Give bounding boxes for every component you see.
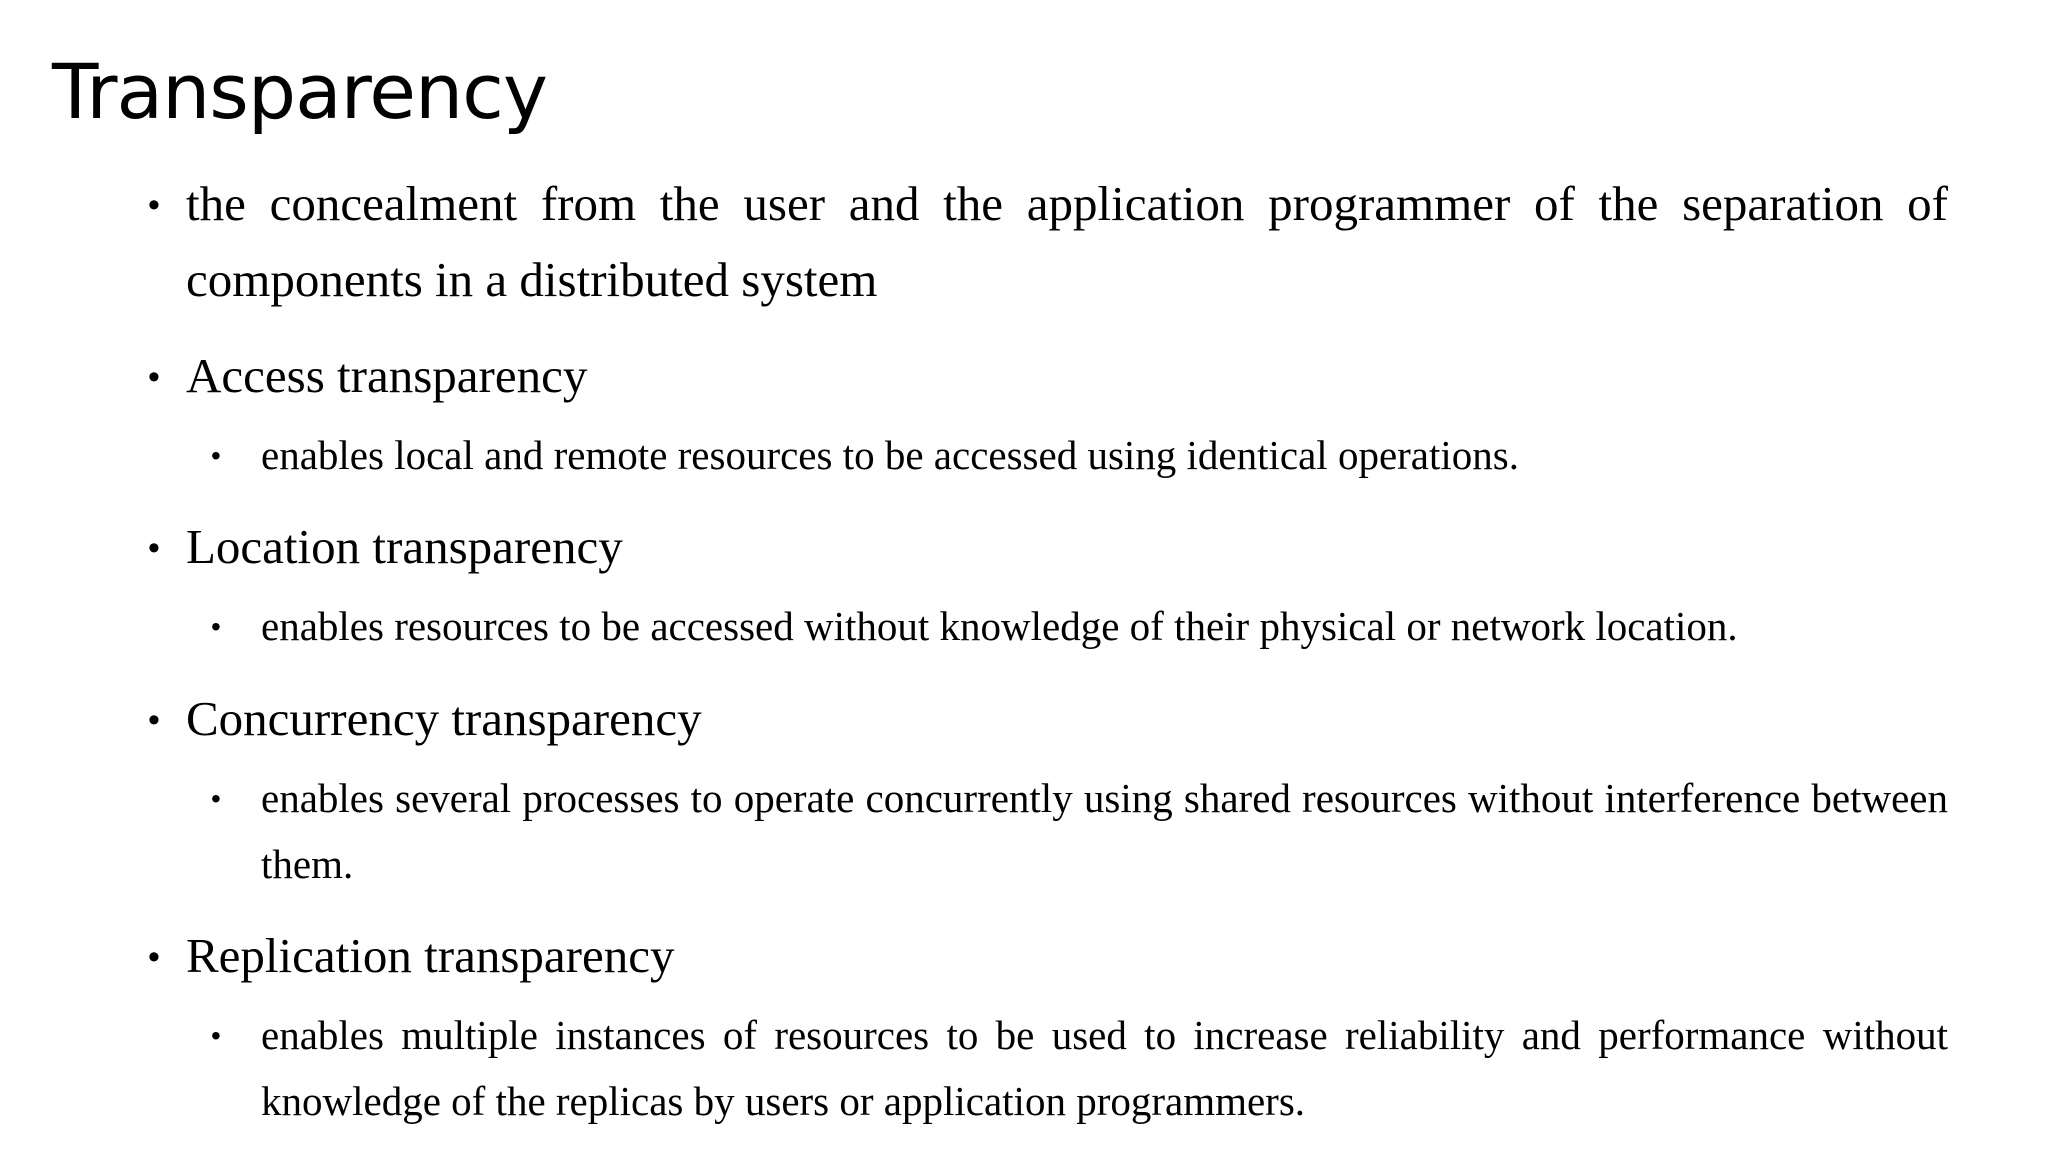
sub-bullet-text: enables resources to be accessed without knowledge of their physical or network location. xyxy=(261,603,1738,649)
bullet-definition xyxy=(148,166,1948,318)
bullet-access-transparency xyxy=(148,338,1948,414)
bullet-concurrency-transparency xyxy=(148,681,1948,757)
sub-bullet-icon: • xyxy=(211,611,221,642)
bullet-icon: • xyxy=(148,701,160,739)
bullet-icon: • xyxy=(148,938,160,976)
sub-bullet-text: enables local and remote resources to be accessed using identical operations. xyxy=(261,432,1519,478)
bullet-text: Access transparency xyxy=(186,348,588,403)
sub-bullet-access-description xyxy=(211,422,1948,488)
sub-bullet-text: enables multiple instances of resources to be used to increase reliability and performance without knowledge of the replicas by users or application programmers. xyxy=(261,1012,1948,1124)
sub-bullet-concurrency-description xyxy=(211,765,1948,897)
slide-title: Transparency xyxy=(52,47,547,136)
bullet-text: the concealment from the user and the application programmer of the separation of components in a distributed system xyxy=(186,176,1948,307)
bullet-text: Concurrency transparency xyxy=(186,691,702,746)
bullet-text: Location transparency xyxy=(186,519,623,574)
bullet-icon: • xyxy=(148,358,160,396)
bullet-replication-transparency xyxy=(148,918,1948,994)
bullet-text: Replication transparency xyxy=(186,928,675,983)
sub-bullet-icon: • xyxy=(211,1020,221,1051)
sub-bullet-icon: • xyxy=(211,440,221,471)
bullet-icon: • xyxy=(148,529,160,567)
sub-bullet-icon: • xyxy=(211,783,221,814)
sub-bullet-replication-description xyxy=(211,1002,1948,1134)
bullet-location-transparency xyxy=(148,509,1948,585)
bullet-icon: • xyxy=(148,186,160,224)
sub-bullet-location-description xyxy=(211,593,1948,659)
sub-bullet-text: enables several processes to operate concurrently using shared resources without interference between them. xyxy=(261,775,1948,887)
